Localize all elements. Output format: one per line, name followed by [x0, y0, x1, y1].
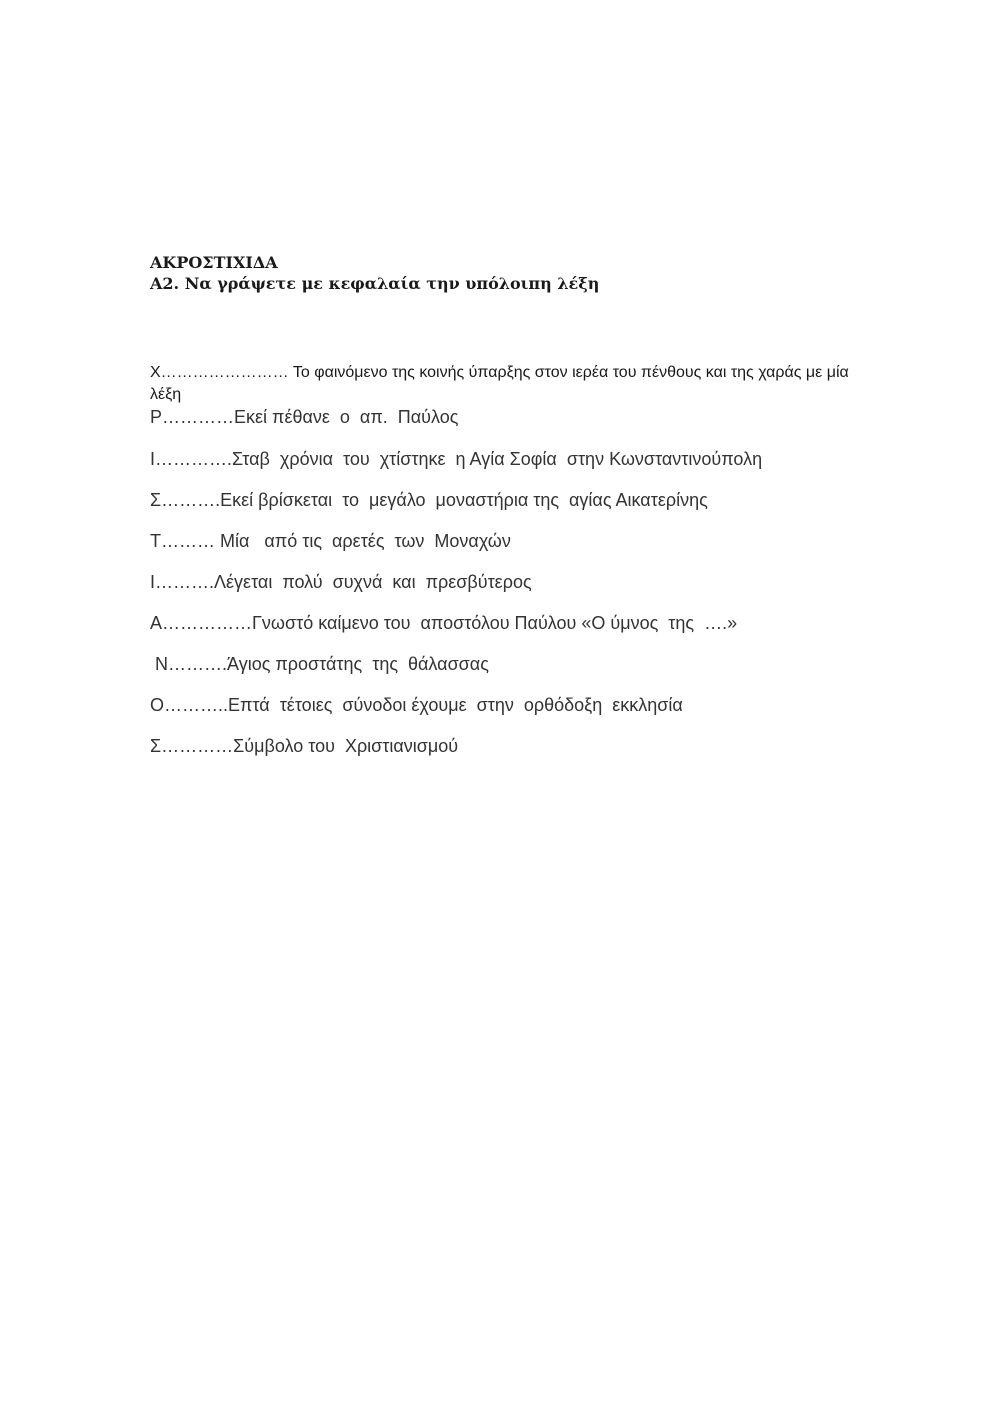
acrostic-item-sigma-2: Σ…………Σύμβολο του Χριστιανισμού	[150, 736, 459, 756]
acrostic-item-iota-2: Ι……….Λέγεται πολύ συχνά και πρεσβύτερος	[150, 572, 532, 592]
acrostic-item-nu: Ν……….Άγιος προστάτης της θάλασσας	[150, 654, 489, 674]
acrostic-item-omicron: Ο………..Επτά τέτοιες σύνοδοι έχουμε στην ορθόδοξη εκκλησία	[150, 695, 683, 715]
worksheet-instruction: Α2. Να γράψετε με κεφαλαία την υπόλοιπη λέξη	[150, 274, 600, 293]
acrostic-item-rho: Ρ…………Εκεί πέθανε ο απ. Παύλος	[150, 407, 459, 427]
acrostic-item-sigma-1: Σ……….Εκεί βρίσκεται το μεγάλο μοναστήρια της αγίας Αικατερίνης	[150, 490, 708, 510]
acrostic-item-iota-1: Ι………….Σταβ χρόνια του χτίστηκε η Αγία Σοφία στην Κωνσταντινούπολη	[150, 449, 763, 469]
acrostic-item-alpha: Α……………Γνωστό καίμενο του αποστόλου Παύλου «Ο ύμνος της ….»	[150, 613, 738, 633]
acrostic-item-chi: Χ…………………… Το φαινόμενο της κοινής ύπαρξης στον ιερέα του πένθους και της χαράς με μία λέξη	[150, 364, 849, 403]
acrostic-item-tau: Τ……… Μία από τις αρετές των Μοναχών	[150, 531, 511, 551]
worksheet-title: ΑΚΡΟΣΤΙΧΙΔΑ	[150, 253, 278, 272]
